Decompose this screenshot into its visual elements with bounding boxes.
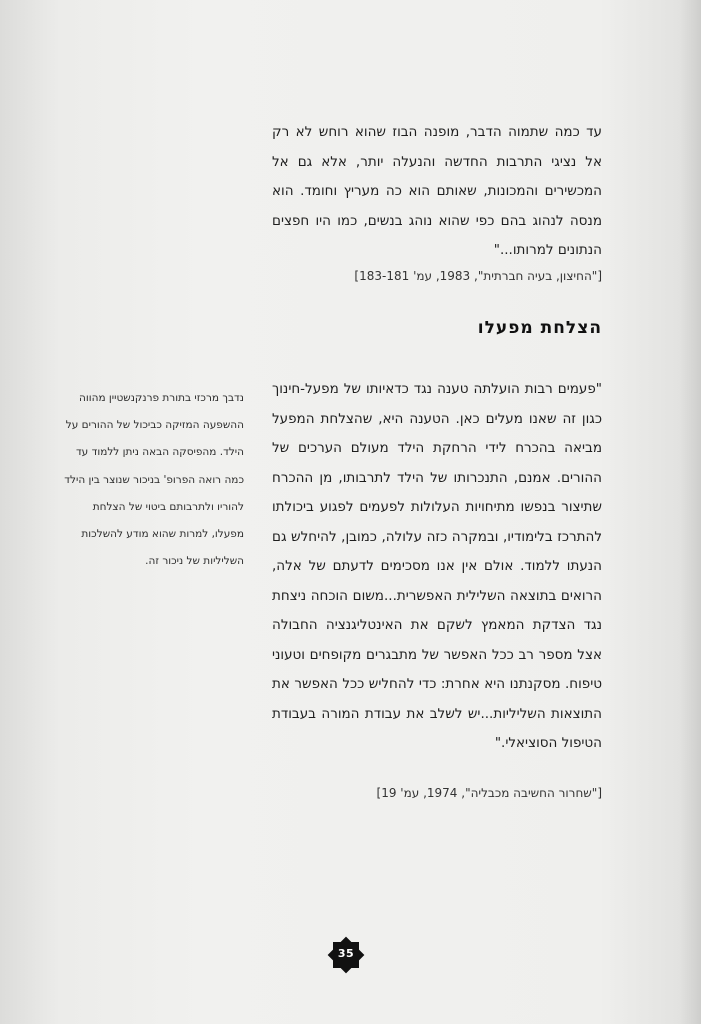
quote-paragraph-1: עד כמה שתמוה הדבר, מופנה הבוז שהוא רוחש לא רק אל נציגי התרבות החדשה והנעלה יותר, אלא גם אל המכשירים והמכונות, שאותם הוא כה מעריץ וחומד. הוא מנסה לנהוג בהם כפי שהוא נוהג בנשים, כמו היו חפצים הנתונים למרותו...": [272, 124, 602, 258]
citation-2: ["שחרור החשיבה מכבליה", 1974, עמ' 19]: [376, 786, 602, 800]
quote-paragraph-2: "פעמים רבות הועלתה טענה נגד כדאיותו של מפעל-חינוך כגון זה שאנו מעלים כאן. הטענה היא, שהצלחת המפעל מביאה בהכרח לידי הרחקת הילד מעולם הערכים של ההורים. אמנם, התנכרותו של הילד לתרבותו, מן ההכרח שתיצור בנפשו מתיחויות העלולות לפעמים לפגוע ביכולתו להתרכז בלימודיו, ובמקרה כזה עלולה, כמובן, להיחלש גם הנעתו ללמוד. אולם אין אנו מסכימים לדעתם של אלה, הרואים בתוצאה השלילית האפשרית...משום הוכחה ניצחת נגד הצדקת המאמץ לשקם את האינטליגנציה החבולה אצל מספר רב ככל האפשר של מתבגרים מקופחים וטעוני טיפוח. מסקנתנו היא אחרת: כדי להחליש ככל האפשר את התוצאות השליליות...יש לשלב את עבודת המורה בעבודת הטיפול הסוציאלי.": [272, 381, 602, 751]
page-number: 35: [337, 947, 355, 960]
citation-1: ["החיצון, בעיה חברתית", 1983, עמ' 183-181]: [354, 269, 602, 283]
sidebar-note: נדבך מרכזי בתורת פרנקנשטיין מהווה ההשפעה המזיקה כביכול של ההורים על הילד. מהפיסקה הבאה ניתן ללמוד עד כמה רואה הפרופ' בניכור שנוצר בין הילד להוריו ולתרבותם ביטוי של הצלחת מפעלו, למרות שהוא מודע להשלכות השליליות של ניכור זה.: [64, 392, 244, 568]
section-heading: הצלחת מפעלו: [477, 318, 602, 338]
page-edge-shadow: [679, 0, 701, 1024]
